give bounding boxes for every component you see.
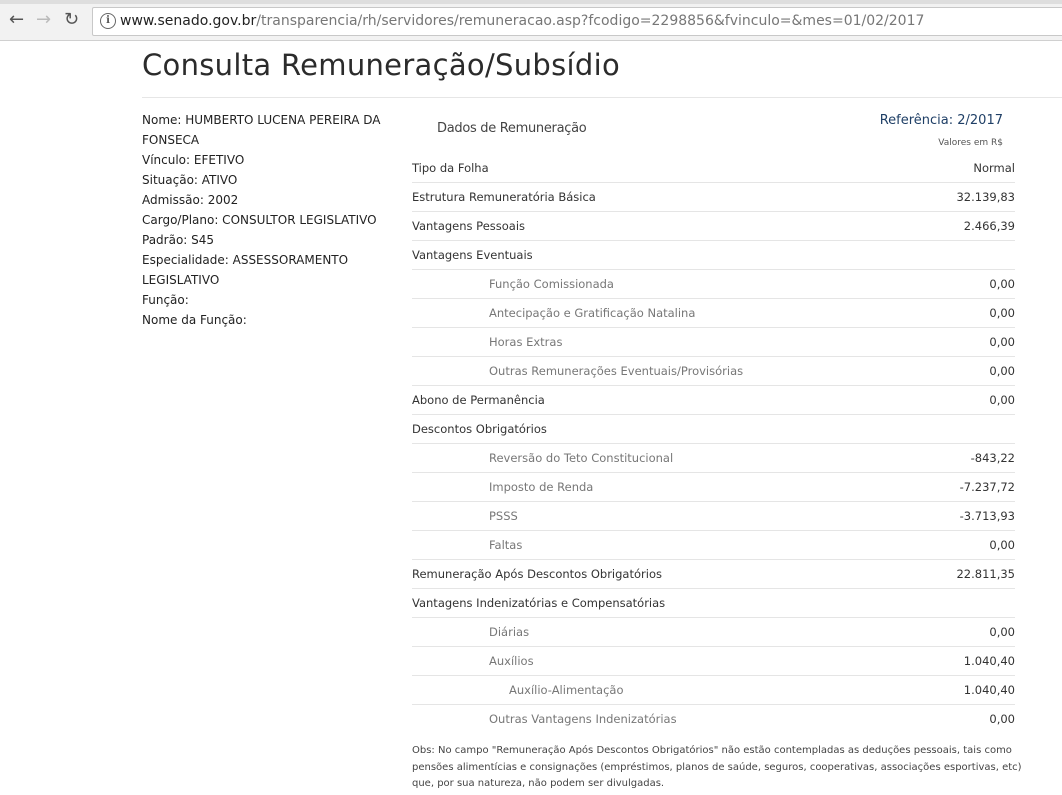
cargo-plano: Cargo/Plano: CONSULTOR LEGISLATIVO (142, 213, 377, 227)
servidor-info (142, 110, 382, 330)
table-row (412, 502, 1015, 531)
section-title: Dados de Remuneração (437, 121, 587, 136)
row-label: Outras Remunerações Eventuais/Provisórias (489, 364, 744, 378)
table-row (412, 270, 1015, 299)
padrao: Padrão: S45 (142, 233, 215, 247)
remuneracao-table (412, 154, 1015, 733)
row-label: Vantagens Eventuais (412, 248, 533, 262)
row-label: PSSS (489, 509, 518, 523)
row-value: 2.466,39 (963, 219, 1015, 233)
row-value: 0,00 (989, 364, 1015, 378)
row-value: 0,00 (989, 712, 1015, 726)
row-value: 32.139,83 (956, 190, 1015, 204)
back-arrow-icon[interactable]: ← (9, 9, 25, 30)
title-divider (142, 97, 1062, 98)
table-row (412, 241, 1015, 270)
row-label: Reversão do Teto Constitucional (489, 451, 674, 465)
table-row (412, 444, 1015, 473)
referencia: Referência: 2/2017 (879, 113, 1003, 128)
row-label: Estrutura Remuneratória Básica (412, 190, 596, 204)
table-row (412, 415, 1015, 444)
table-row (412, 212, 1015, 241)
row-label: Abono de Permanência (412, 393, 545, 407)
row-label: Outras Vantagens Indenizatórias (489, 712, 677, 726)
row-value: 0,00 (989, 277, 1015, 291)
table-row (412, 154, 1015, 183)
row-label: Função Comissionada (489, 277, 614, 291)
admissao: Admissão: 2002 (142, 193, 239, 207)
table-row (412, 183, 1015, 212)
url-path: /transparencia/rh/servidores/remuneracao.asp?fcodigo=2298856&fvinculo=&mes=01/02/2017 (256, 13, 925, 29)
row-value: -3.713,93 (959, 509, 1015, 523)
row-value: -7.237,72 (959, 480, 1015, 494)
table-row (412, 676, 1015, 705)
row-label: Vantagens Pessoais (412, 219, 526, 233)
info-icon[interactable]: i (100, 13, 116, 29)
observation-note: Obs: No campo "Remuneração Após Descontos Obrigatórios" não estão contempladas as deduções pessoais, tais como pensões alimentícias e consignações (empréstimos, planos de saúde, seguros, cooperativas, associações esportivas, etc) que, por sua natureza, não podem ser divulgadas. (412, 745, 1022, 789)
valores-em: Valores em R$ (938, 138, 1003, 148)
row-value: 22.811,35 (956, 567, 1015, 581)
table-row (412, 386, 1015, 415)
row-label: Descontos Obrigatórios (412, 422, 547, 436)
url-text[interactable] (120, 13, 924, 29)
nome: Nome: HUMBERTO LUCENA PEREIRA DA FONSECA (142, 113, 381, 147)
row-value: 0,00 (989, 393, 1015, 407)
nome-da-funcao: Nome da Função: (142, 313, 247, 327)
row-value: 0,00 (989, 306, 1015, 320)
table-row (412, 618, 1015, 647)
row-label: Diárias (489, 625, 530, 639)
url-domain: www.senado.gov.br (120, 13, 257, 29)
row-value: Normal (973, 161, 1015, 175)
row-value: 0,00 (989, 625, 1015, 639)
row-label: Remuneração Após Descontos Obrigatórios (412, 567, 662, 581)
especialidade: Especialidade: ASSESSORAMENTO LEGISLATIVO (142, 253, 349, 287)
row-label: Antecipação e Gratificação Natalina (489, 306, 696, 320)
table-row (412, 328, 1015, 357)
row-label: Horas Extras (489, 335, 563, 349)
row-label: Auxílios (489, 654, 534, 668)
table-row (412, 647, 1015, 676)
page-title: Consulta Remuneração/Subsídio (142, 48, 621, 82)
table-row (412, 299, 1015, 328)
table-row (412, 705, 1015, 733)
tab-strip (0, 0, 1062, 4)
table-row (412, 531, 1015, 560)
funcao: Função: (142, 293, 189, 307)
row-value: -843,22 (970, 451, 1015, 465)
table-row (412, 589, 1015, 618)
browser-toolbar (0, 0, 1062, 41)
forward-arrow-icon[interactable]: → (36, 9, 52, 30)
row-label: Vantagens Indenizatórias e Compensatórias (412, 596, 666, 610)
situacao: Situação: ATIVO (142, 173, 238, 187)
address-bar[interactable] (92, 7, 1062, 36)
table-row (412, 473, 1015, 502)
table-row (412, 560, 1015, 589)
row-value: 0,00 (989, 335, 1015, 349)
row-label: Tipo da Folha (412, 161, 489, 175)
row-value: 1.040,40 (963, 683, 1015, 697)
vinculo: Vínculo: EFETIVO (142, 153, 245, 167)
row-label: Faltas (489, 538, 523, 552)
row-value: 1.040,40 (963, 654, 1015, 668)
row-label: Auxílio-Alimentação (509, 683, 624, 697)
reload-icon[interactable]: ↻ (64, 9, 80, 30)
row-value: 0,00 (989, 538, 1015, 552)
row-label: Imposto de Renda (489, 480, 594, 494)
table-row (412, 357, 1015, 386)
